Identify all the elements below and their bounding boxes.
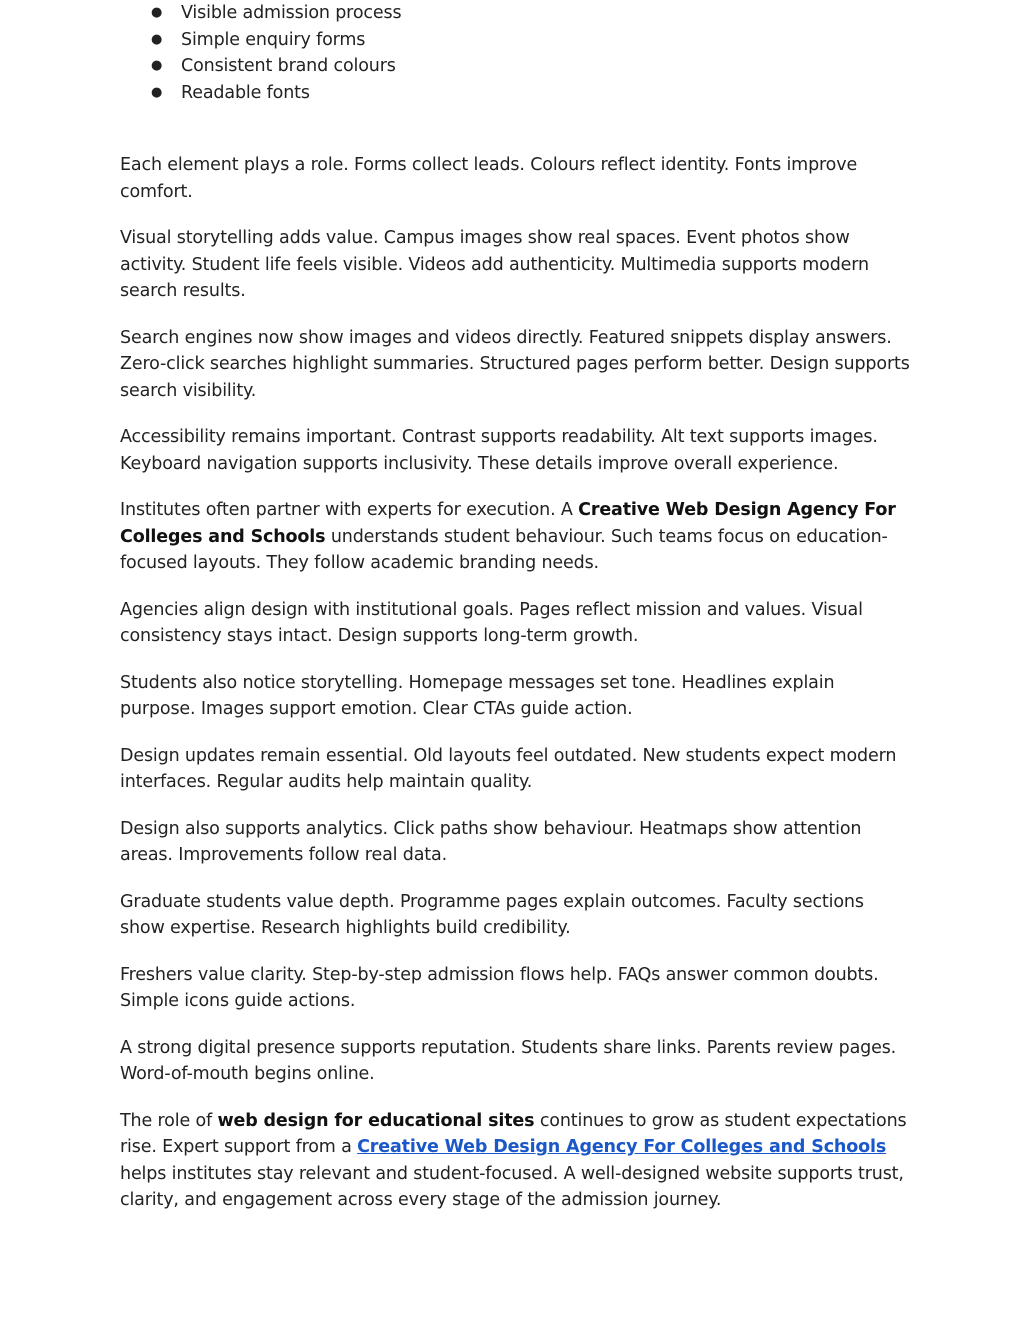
- list-item-text: Simple enquiry forms: [181, 29, 366, 50]
- list-item: [120, 27, 910, 54]
- bullet-icon: ●: [151, 58, 163, 73]
- list-item: [120, 0, 910, 27]
- paragraph-digital-presence: A strong digital presence supports reputation. Students share links. Parents review pages. Word-of-mouth begins online.: [120, 1037, 897, 1084]
- paragraph-text: helps institutes stay relevant and student-focused. A well-designed website supports trust, clarity, and engagement across every stage of the admission journey.: [120, 1163, 904, 1210]
- paragraph-partner-experts: [120, 497, 910, 577]
- bold-web-design-term: web design for educational sites: [217, 1110, 535, 1131]
- document-page: [120, 0, 910, 1214]
- paragraph-analytics: Design also supports analytics. Click paths show behaviour. Heatmaps show attention areas. Improvements follow real data.: [120, 818, 862, 865]
- paragraph-accessibility: Accessibility remains important. Contrast supports readability. Alt text supports images. Keyboard navigation supports inclusivity. These details improve overall experience.: [120, 427, 878, 474]
- paragraph-text: continues to grow as student expectations rise. Expert support from a: [120, 1110, 907, 1157]
- paragraph-design-updates: Design updates remain essential. Old layouts feel outdated. New students expect modern interfaces. Regular audits help maintain quality.: [120, 745, 897, 792]
- paragraph-graduate-students: Graduate students value depth. Programme pages explain outcomes. Faculty sections show expertise. Research highlights build credibility.: [120, 891, 864, 938]
- paragraph-agencies-align: Agencies align design with institutional goals. Pages reflect mission and values. Visual consistency stays intact. Design supports long-term growth.: [120, 599, 863, 646]
- paragraph-storytelling: Students also notice storytelling. Homepage messages set tone. Headlines explain purpose. Images support emotion. Clear CTAs guide action.: [120, 672, 835, 719]
- bullet-icon: ●: [151, 84, 163, 100]
- paragraph-text: understands student behaviour. Such teams focus on education-focused layouts. They follow academic branding needs.: [120, 526, 888, 573]
- list-item-text: Visible admission process: [181, 3, 402, 23]
- paragraph-text: Institutes often partner with experts for execution. A: [120, 500, 579, 520]
- paragraph-elements-role: Each element plays a role. Forms collect leads. Colours reflect identity. Fonts improve comfort.: [120, 155, 858, 202]
- list-item: [120, 80, 910, 107]
- list-item: [120, 53, 910, 80]
- paragraph-conclusion: [120, 1108, 910, 1214]
- bullet-list: [120, 0, 910, 106]
- paragraph-visual-storytelling: Visual storytelling adds value. Campus images show real spaces. Event photos show activity. Student life feels visible. Videos add authenticity. Multimedia supports modern search results.: [120, 228, 869, 301]
- paragraph-text: The role of: [120, 1110, 218, 1131]
- list-item-text: Consistent brand colours: [181, 56, 396, 76]
- paragraph-freshers: Freshers value clarity. Step-by-step admission flows help. FAQs answer common doubts. Simple icons guide actions.: [120, 964, 879, 1011]
- bold-agency-term: Creative Web Design Agency For Colleges and Schools: [120, 500, 896, 547]
- bullet-icon: ●: [151, 5, 163, 20]
- agency-link[interactable]: Creative Web Design Agency For Colleges and Schools: [357, 1137, 887, 1157]
- paragraph-search-engines: Search engines now show images and videos directly. Featured snippets display answers. Zero-click searches highlight summaries. Structured pages perform better. Design supports search visibility.: [120, 327, 910, 401]
- list-item-text: Readable fonts: [181, 82, 310, 103]
- bullet-icon: ●: [151, 31, 163, 47]
